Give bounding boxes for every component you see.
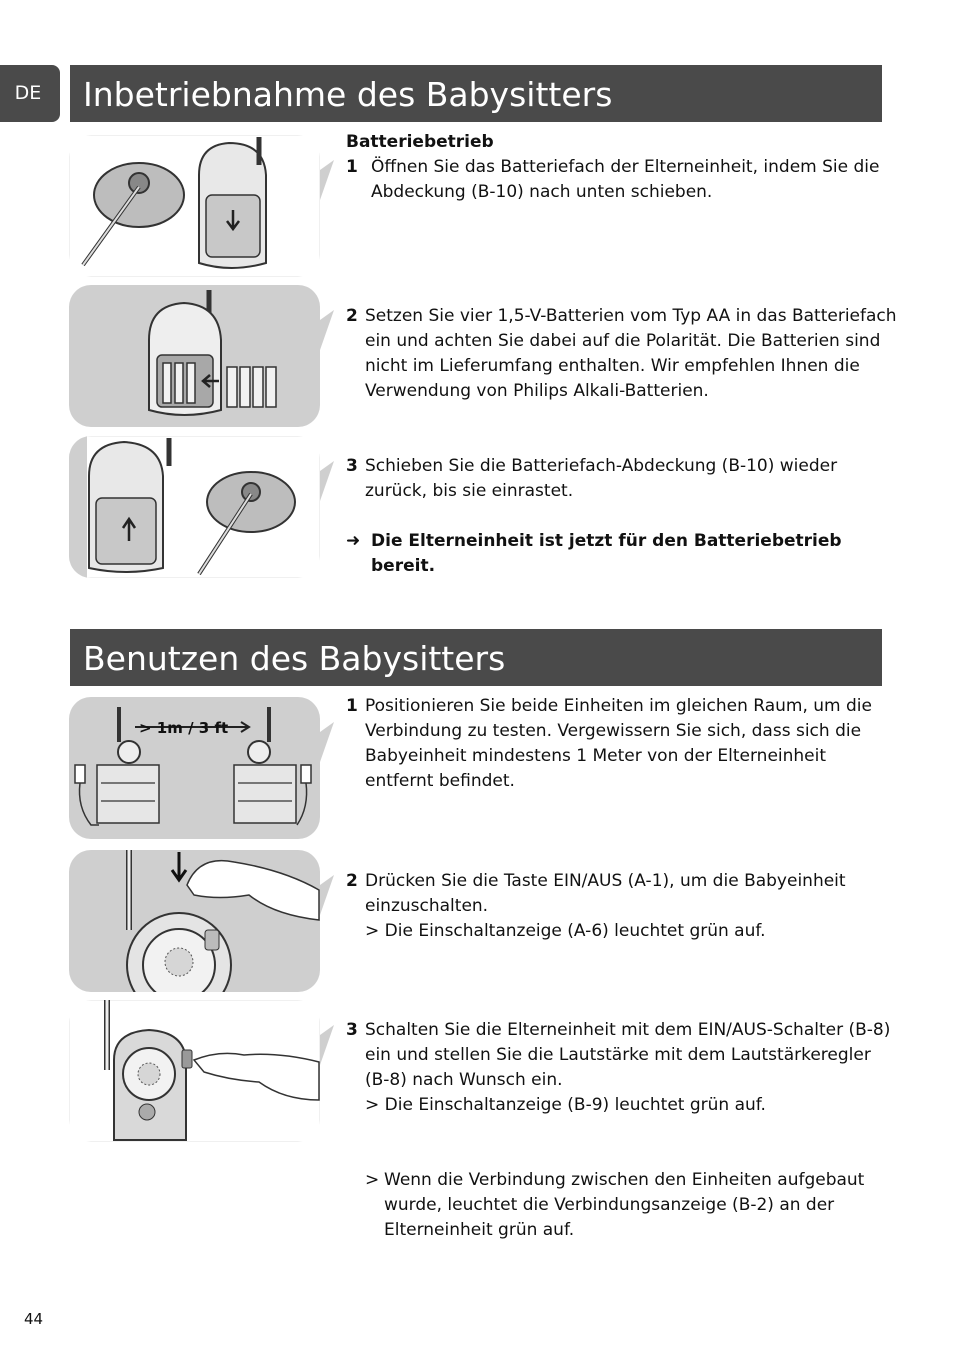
usage-step-2: 2 Drücken Sie die Taste EIN/AUS (A-1), um die Babyeinheit einzuschalten. > Die Einschaltanzeige (A-6) leuchtet grün auf.: [346, 871, 846, 941]
figure-pointer-2: [320, 310, 334, 350]
setup-result: ➜ Die Elterneinheit ist jetzt für den Batteriebetrieb bereit.: [346, 531, 842, 576]
figure-unit-distance: [69, 697, 320, 839]
battery-heading: Batteriebetrieb: [346, 132, 494, 152]
language-tab: DE: [0, 65, 60, 122]
figure-pointer-6: [320, 1025, 334, 1065]
figure-close-battery-cover: [69, 436, 320, 578]
setup-step-1: 1 Öffnen Sie das Batteriefach der Elterneinheit, indem Sie die Abdeckung (B-10) nach unten schieben.: [346, 157, 880, 202]
figure-pointer-1: [320, 160, 334, 200]
figure-power-parent-unit: [69, 1000, 320, 1142]
figure-pointer-3: [320, 461, 334, 501]
section-title-setup: Inbetriebnahme des Babysitters: [70, 65, 882, 122]
usage-step-1: 1 Positionieren Sie beide Einheiten im gleichen Raum, um die Verbindung zu testen. Vergewissern Sie sich, dass sich die Babyeinheit mindestens 1 Meter von der Elterneinheit entfernt befindet.: [346, 696, 872, 791]
figure-insert-batteries: [69, 285, 320, 427]
page-number: 44: [24, 1310, 44, 1328]
figure-pointer-5: [320, 875, 334, 915]
usage-step-3: 3 Schalten Sie die Elterneinheit mit dem EIN/AUS-Schalter (B-8) ein und stellen Sie die Lautstärke mit dem Lautstärkeregler (B-8) nach Wunsch ein. > Die Einschaltanzeige (B-9) leuchtet grün auf.: [346, 1020, 891, 1115]
figure-pointer-4: [320, 722, 334, 762]
arrow-right-icon: ➜: [346, 531, 361, 551]
connection-note: > Wenn die Verbindung zwischen den Einheiten aufgebaut wurde, leuchtet die Verbindungsanzeige (B-2) an der Elterneinheit grün auf.: [365, 1170, 865, 1240]
figure-open-battery-cover: [69, 135, 320, 277]
setup-step-2: 2 Setzen Sie vier 1,5-V-Batterien vom Typ AA in das Batteriefach ein und achten Sie dabei auf die Polarität. Die Batterien sind nicht im Lieferumfang enthalten. Wir empfehlen Ihnen die Verwendung von Philips Alkali-Batterien.: [346, 306, 897, 401]
setup-step-3: 3 Schieben Sie die Batteriefach-Abdeckung (B-10) wieder zurück, bis sie einrastet.: [346, 456, 838, 501]
section-title-usage: Benutzen des Babysitters: [70, 629, 882, 686]
distance-label: > 1m / 3 ft: [139, 719, 229, 737]
figure-power-baby-unit: [69, 850, 320, 992]
